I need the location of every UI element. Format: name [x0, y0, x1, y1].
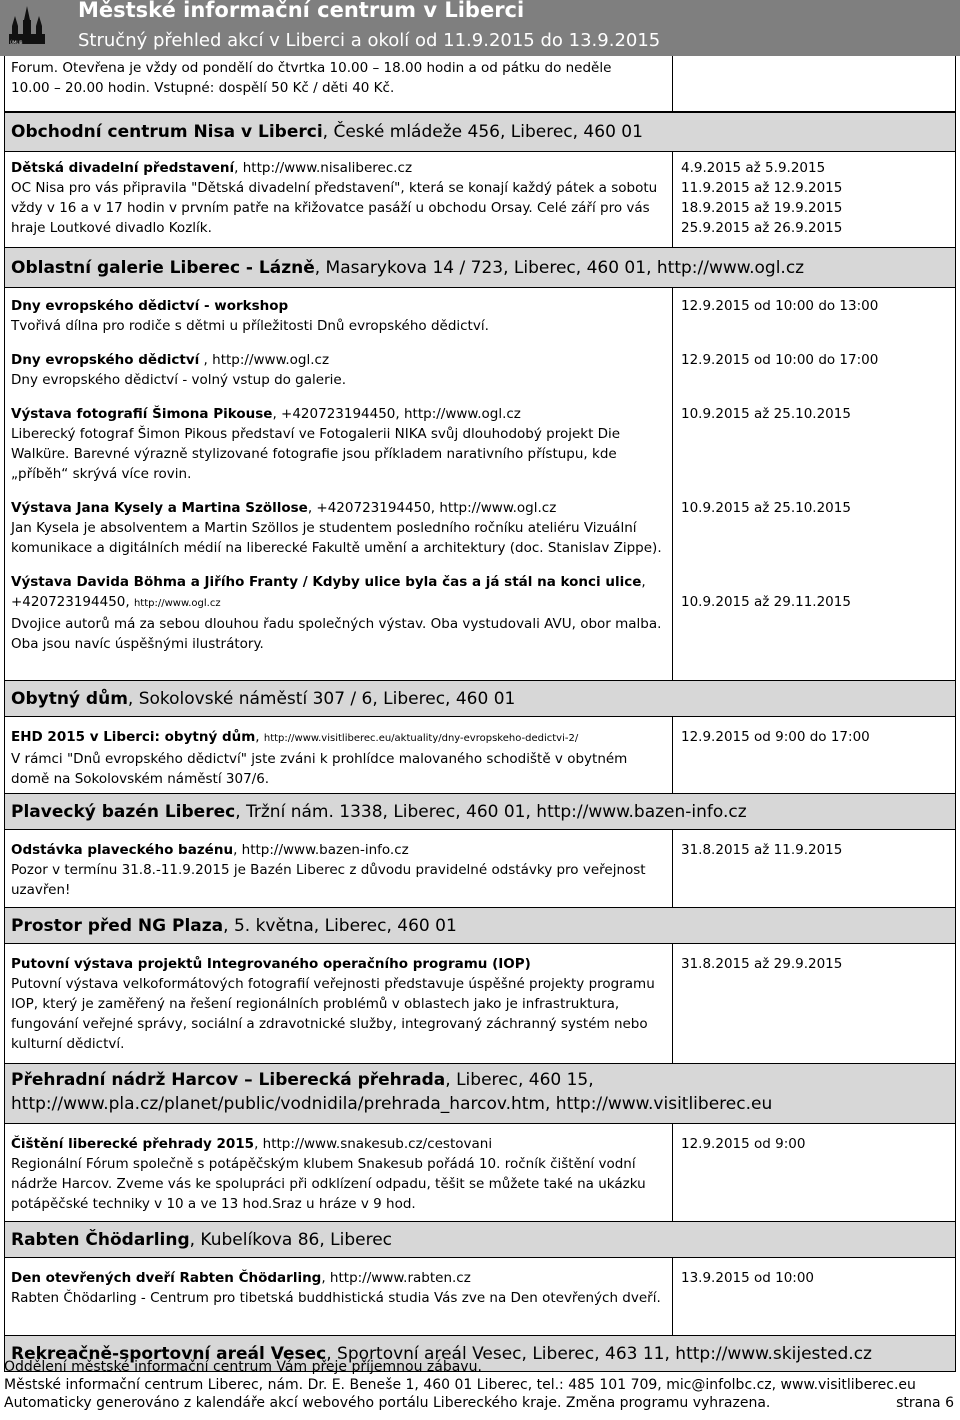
event-url[interactable]: , +420723194450, http://www.ogl.cz [307, 500, 557, 516]
event-dates [672, 152, 955, 247]
event-description [5, 288, 672, 680]
event-title: Dětská divadelní představení [11, 160, 235, 176]
venue-details: , Tržní nám. 1338, Liberec, 460 01, http://www.bazen-info.cz [235, 801, 747, 822]
event-url[interactable]: , http://www.snakesub.cz/cestovani [254, 1136, 493, 1152]
event-date: 31.8.2015 až 11.9.2015 [681, 842, 843, 858]
event-date: 13.9.2015 od 10:00 [681, 1270, 815, 1286]
event-title: Výstava fotografií Šimona Pikouse [11, 406, 273, 422]
event-row [4, 944, 956, 1064]
venue-header [4, 794, 956, 830]
venue-header [4, 112, 956, 152]
venue-name: Oblastní galerie Liberec - Lázně [11, 257, 315, 278]
event-description [5, 56, 672, 111]
event-title: Dny evropského dědictví [11, 352, 200, 368]
venue-name: Přehradní nádrž Harcov – Liberecká přehrada [11, 1070, 446, 1090]
venue-name: Obchodní centrum Nisa v Liberci [11, 122, 323, 142]
event-item [11, 350, 666, 390]
event-date: 12.9.2015 od 10:00 do 13:00 [681, 298, 879, 314]
event-row [4, 152, 956, 248]
venue-details: , České mládeže 456, Liberec, 460 01 [322, 122, 643, 142]
event-date: 12.9.2015 od 10:00 do 17:00 [681, 352, 879, 368]
event-description [5, 717, 672, 793]
event-title: Čištění liberecké přehrady 2015 [11, 1136, 255, 1152]
venue-header [4, 1064, 956, 1124]
venue-details: , Kubelíkova 86, Liberec [189, 1229, 393, 1250]
event-text: Putovní výstava velkoformátových fotografií veřejnosti představuje úspěšné projekty programu IOP, který je zaměřený na řešení regionálních problémů v oblastech jako je infrastruktura, fungování veřejné správy, sociální a zdravotnické služby, integrovaný záchranný systém nebo kulturní dědictví. [11, 976, 655, 1052]
event-date: 18.9.2015 až 19.9.2015 [681, 200, 843, 216]
event-dates [672, 830, 955, 907]
venue-header [4, 908, 956, 944]
event-row [4, 830, 956, 908]
page-footer [4, 1358, 954, 1412]
event-url: , [255, 729, 264, 745]
event-text: Rabten Čhödarling - Centrum pro tibetská buddhistická studia Vás zve na Den otevřených dveří. [11, 1290, 661, 1306]
event-date: 10.9.2015 až 29.11.2015 [681, 594, 851, 610]
event-url: , +420723194450, [11, 574, 646, 610]
event-title: Den otevřených dveří Rabten Čhödarling [11, 1270, 322, 1286]
event-description [5, 1258, 672, 1335]
event-dates [672, 944, 955, 1063]
event-row [4, 717, 956, 794]
event-item [11, 404, 666, 484]
venue-name: Rekreačně-sportovní areál Vesec [11, 1343, 327, 1364]
event-date: 10.9.2015 až 25.10.2015 [681, 406, 851, 422]
event-date: 11.9.2015 až 12.9.2015 [681, 180, 843, 196]
event-url[interactable]: , http://www.bazen-info.cz [233, 842, 409, 858]
venue-name: Plavecký bazén Liberec [11, 801, 236, 822]
event-row [4, 1124, 956, 1222]
event-title: Odstávka plaveckého bazénu [11, 842, 234, 858]
page-header [0, 0, 960, 56]
event-text: V rámci "Dnů evropského dědictví" jste zváni k prohlídce malovaného schodiště v obytném domě na Sokolovském náměstí 307/6. [11, 751, 628, 787]
event-date: 12.9.2015 od 9:00 [681, 1136, 806, 1152]
event-dates [672, 1258, 955, 1335]
event-text: OC Nisa pro vás připravila "Dětská divadelní představení", která se konají každý pátek a sobotu vždy v 16 a v 17 hodin v prvním patře na křižovatce pasáží u obchodu Orsay. Celé září pro vás hraje Loutkové divadlo Kozlík. [11, 180, 658, 236]
event-title: Dny evropského dědictví - workshop [11, 298, 289, 314]
event-url[interactable]: , http://www.nisaliberec.cz [234, 160, 413, 176]
event-description [5, 1124, 672, 1221]
venue-name: Obytný dům [11, 688, 128, 709]
event-title: Výstava Davida Böhma a Jiřího Franty / Kdyby ulice byla čas a já stál na konci ulice [11, 574, 642, 590]
footer-contact: Městské informační centrum Liberec, nám. Dr. E. Beneše 1, 460 01 Liberec, tel.: 485 101 709, mic@infolbc.cz, www.visitliberec.eu [4, 1377, 916, 1393]
event-text: Tvořivá dílna pro rodiče s dětmi u příležitosti Dnů evropského dědictví. [11, 318, 489, 334]
event-description [5, 830, 672, 907]
event-title: Putovní výstava projektů Integrovaného operačního programu (IOP) [11, 956, 531, 972]
event-date: 12.9.2015 od 9:00 do 17:00 [681, 729, 870, 745]
event-date: 31.8.2015 až 29.9.2015 [681, 956, 843, 972]
event-dates [672, 1124, 955, 1221]
event-url[interactable]: , +420723194450, http://www.ogl.cz [272, 406, 521, 422]
event-text: Dny evropského dědictví - volný vstup do galerie. [11, 372, 346, 388]
event-url[interactable]: http://www.ogl.cz [133, 598, 221, 609]
event-text: Liberecký fotograf Šimon Pikous představí ve Fotogalerii NIKA svůj dlouhodobý projekt Die Walküre. Barevné výrazně stylizované fotografie jsou příkladem narativního přístupu, kde „příběh“ skrývá více rovin. [11, 426, 621, 482]
event-item [11, 572, 666, 654]
venue-name: Prostor před NG Plaza [11, 915, 224, 936]
event-title: EHD 2015 v Liberci: obytný dům [11, 729, 256, 745]
footer-disclaimer: Automaticky generováno z kalendáře akcí webového portálu Libereckého kraje. Změna programu vyhrazena. [4, 1395, 771, 1411]
event-url[interactable]: http://www.visitliberec.eu/aktuality/dny-evropskeho-dedictvi-2/ [263, 733, 579, 744]
continued-line-1: Forum. Otevřena je vždy od pondělí do čtvrtka 10.00 – 18.00 hodin a od pátku do neděle [11, 60, 612, 76]
event-row [4, 1258, 956, 1336]
event-date: 10.9.2015 až 25.10.2015 [681, 500, 851, 516]
venue-header [4, 1222, 956, 1258]
venue-details: , Sokolovské náměstí 307 / 6, Liberec, 460 01 [127, 688, 516, 709]
event-url[interactable]: , http://www.ogl.cz [199, 352, 330, 368]
event-item [11, 296, 666, 336]
event-dates [672, 288, 955, 680]
page-title: Městské informační centrum v Liberci [78, 0, 525, 22]
venue-details: , Liberec, 460 15, http://www.pla.cz/planet/public/vodnidila/prehrada_harcov.htm, http://www.visitliberec.eu [11, 1070, 773, 1114]
venue-details: , Sportovní areál Vesec, Liberec, 463 11, http://www.skijested.cz [326, 1343, 872, 1364]
event-description [5, 152, 672, 247]
event-dates [672, 717, 955, 793]
venue-header [4, 248, 956, 288]
logo-text: ÚMLIB [10, 40, 23, 45]
event-title: Výstava Jana Kysely a Martina Szöllose [11, 500, 308, 516]
event-text: Pozor v termínu 31.8.-11.9.2015 je Bazén Liberec z důvodu pravidelné odstávky pro veřejnost uzavřen! [11, 862, 646, 898]
event-item [11, 498, 666, 558]
venue-details: , Masarykova 14 / 723, Liberec, 460 01, http://www.ogl.cz [314, 257, 805, 278]
events-table [4, 56, 956, 1372]
page-number: strana 6 [896, 1395, 954, 1411]
venue-name: Rabten Čhödarling [11, 1229, 190, 1250]
event-description [5, 944, 672, 1063]
event-row-continued [4, 56, 956, 112]
event-date: 4.9.2015 až 5.9.2015 [681, 160, 826, 176]
event-url[interactable]: , http://www.rabten.cz [321, 1270, 471, 1286]
footer-greeting: Oddělení městské informační centrum Vám přeje příjemnou zábavu. [4, 1359, 482, 1375]
event-text: Dvojice autorů má za sebou dlouhou řadu společných výstav. Oba vystudovali AVU, obor malba. Oba jsou navíc úspěšnými ilustrátory. [11, 616, 662, 652]
venue-details: , 5. května, Liberec, 460 01 [223, 915, 457, 936]
continued-line-2: 10.00 – 20.00 hodin. Vstupné: dospělí 50 Kč / děti 40 Kč. [11, 80, 395, 96]
event-text: Regionální Fórum společně s potápěčským klubem Snakesub pořádá 10. ročník čištění vodní nádrže Harcov. Zveme vás ke spolupráci při odklízení odpadu, těšit se můžete také na ukázku potápěčské techniky v 10 a ve 13 hod.Sraz u hráze v 9 hod. [11, 1156, 646, 1212]
page-subtitle: Stručný přehled akcí v Liberci a okolí od 11.9.2015 do 13.9.2015 [78, 30, 661, 51]
venue-header [4, 681, 956, 717]
event-row [4, 288, 956, 681]
event-text: Jan Kysela je absolventem a Martin Szöllos je studentem posledního ročníku ateliéru Vizuální komunikace a digitálních médií na liberecké Fakultě umění a architektury (doc. Stanislav Zippe). [11, 520, 662, 556]
event-dates [672, 56, 955, 111]
event-date: 25.9.2015 až 26.9.2015 [681, 220, 843, 236]
